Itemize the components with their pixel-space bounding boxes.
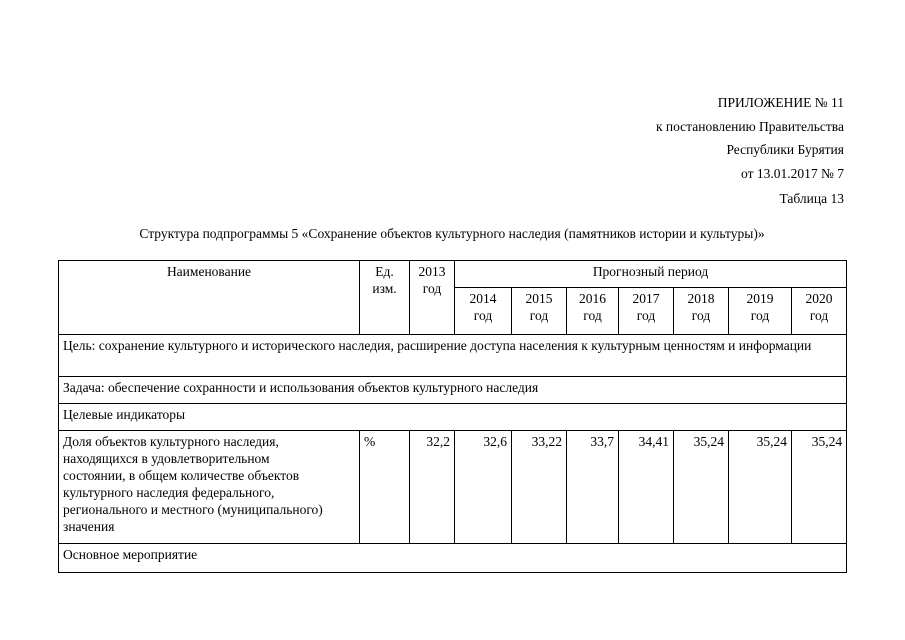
indicator-value-2016: 33,7	[567, 431, 619, 544]
indicator-name	[59, 431, 360, 544]
header-unit	[360, 261, 410, 335]
header-year-2017	[619, 288, 674, 335]
appendix-block	[656, 91, 844, 185]
year-number: 2016	[579, 291, 606, 306]
indicator-value-2018: 35,24	[674, 431, 729, 544]
indicator-value-2017: 34,41	[619, 431, 674, 544]
indicator-name-line: Доля объектов культурного наследия,	[63, 434, 279, 449]
header-year-2019	[729, 288, 792, 335]
year-suffix: год	[529, 308, 549, 323]
header-base-year	[410, 261, 455, 335]
header-year-2015	[512, 288, 567, 335]
appendix-title: ПРИЛОЖЕНИЕ № 11	[717, 95, 844, 110]
indicator-name-line: культурного наследия федерального,	[63, 485, 275, 500]
header-forecast-period: Прогнозный период	[455, 261, 847, 288]
indicator-name-line: находящихся в удовлетворительном	[63, 451, 270, 466]
year-number: 2015	[525, 291, 553, 306]
year-number: 2020	[805, 291, 833, 306]
indicator-name-line: значения	[63, 519, 115, 534]
appendix-resolution: к постановлению Правительства	[655, 118, 844, 134]
indicator-value-2014: 32,6	[455, 431, 512, 544]
year-suffix: год	[636, 308, 656, 323]
goal-row: Цель: сохранение культурного и исторического наследия, расширение доступа населения к культурным ценностям и информации	[59, 335, 847, 377]
header-name: Наименование	[59, 261, 360, 335]
year-number: 2014	[469, 291, 497, 306]
indicator-name-line: состоянии, в общем количестве объектов	[63, 468, 300, 483]
year-number: 2017	[632, 291, 660, 306]
header-year-2014	[455, 288, 512, 335]
year-suffix: год	[750, 308, 770, 323]
header-unit-line1: Ед.	[375, 264, 394, 279]
indicators-heading-row: Целевые индикаторы	[59, 404, 847, 431]
subprogram-table	[58, 260, 847, 573]
main-activity-row: Основное мероприятие	[59, 544, 847, 573]
indicator-value-2015: 33,22	[512, 431, 567, 544]
header-base-year-suffix: год	[422, 281, 442, 296]
year-suffix: год	[583, 308, 602, 323]
year-number: 2019	[746, 291, 774, 306]
indicator-unit: %	[360, 431, 410, 544]
indicator-value-2020: 35,24	[792, 431, 847, 544]
table-caption: Структура подпрограммы 5 «Сохранение объектов культурного наследия (памятников истории и культуры)»	[139, 226, 765, 241]
header-year-2020	[792, 288, 847, 335]
year-suffix: год	[691, 308, 711, 323]
header-base-year-number: 2013	[418, 264, 446, 279]
header-unit-line2: изм.	[372, 281, 397, 296]
year-suffix: год	[473, 308, 493, 323]
indicator-value-2013: 32,2	[410, 431, 455, 544]
header-year-2018	[674, 288, 729, 335]
task-row: Задача: обеспечение сохранности и использования объектов культурного наследия	[59, 377, 847, 404]
appendix-date: от 13.01.2017 № 7	[741, 165, 844, 181]
header-year-2016	[567, 288, 619, 335]
appendix-republic: Республики Бурятия	[726, 142, 844, 157]
year-number: 2018	[687, 291, 715, 306]
indicator-value-2019: 35,24	[729, 431, 792, 544]
table-number: Таблица 13	[779, 191, 844, 206]
indicator-name-line: регионального и местного (муниципального)	[63, 502, 323, 517]
year-suffix: год	[809, 308, 829, 323]
